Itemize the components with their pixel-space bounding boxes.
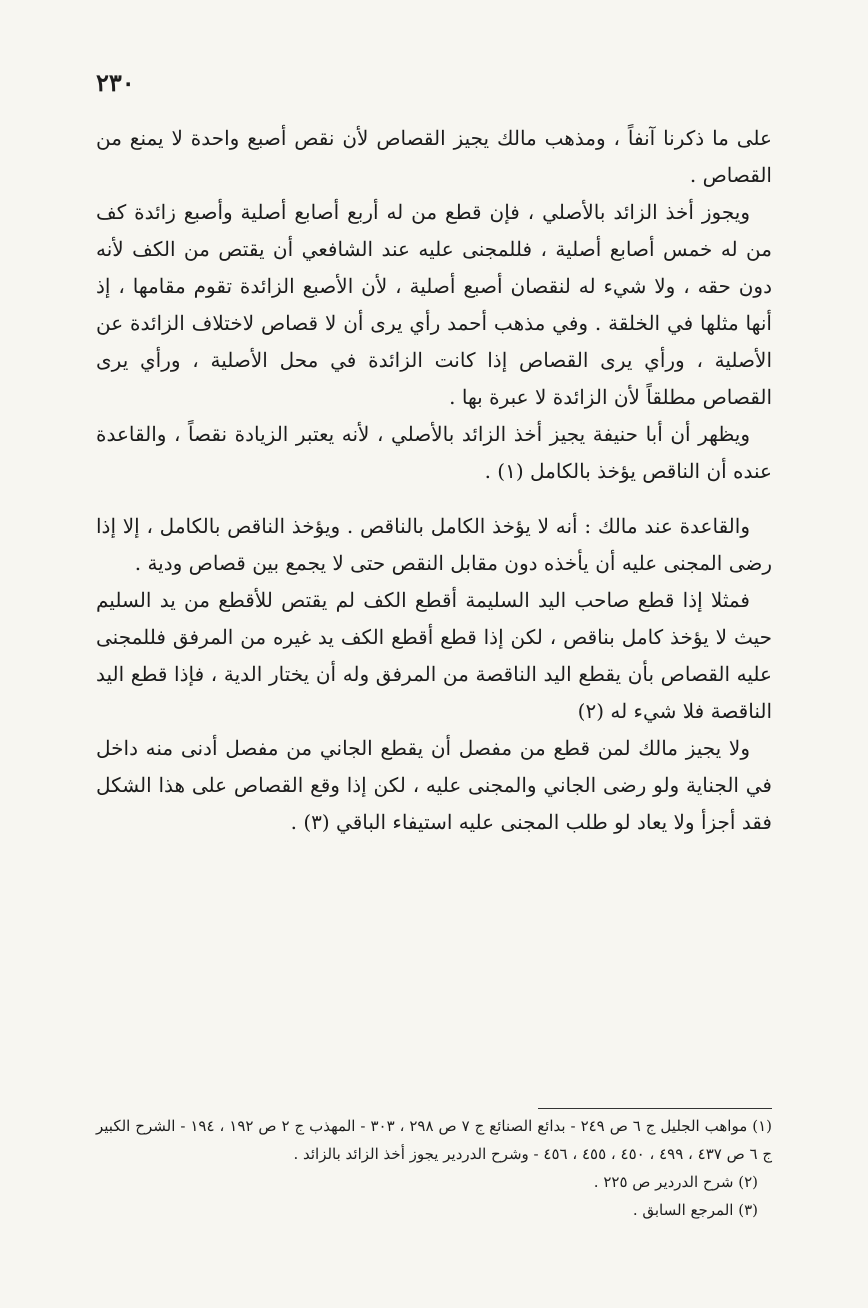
body-text: [96, 120, 772, 841]
page-number: ٢٣٠: [96, 68, 135, 97]
footnote-divider: [538, 1108, 772, 1109]
paragraph-1: على ما ذكرنا آنفاً ، ومذهب مالك يجيز القصاص لأن نقص أصبع واحدة لا يمنع من القصاص .: [96, 126, 772, 187]
paragraph-3: ويظهر أن أبا حنيفة يجيز أخذ الزائد بالأصلي ، لأنه يعتبر الزيادة نقصاً ، والقاعدة عنده أن الناقص يؤخذ بالكامل (١) .: [96, 422, 772, 483]
paragraph-2: ويجوز أخذ الزائد بالأصلي ، فإن قطع من له أربع أصابع أصلية وأصبع زائدة كف من له خمس أصابع أصلية ، فللمجنى عليه عند الشافعي أن يقتص من الكف لأنه دون حقه ، ولا شيء له لنقصان أصبع أصلية ، لأن الأصبع الزائدة تقوم مقامها ، إذ أنها مثلها في الخلقة . وفي مذهب أحمد رأي يرى أن لا قصاص لاختلاف الزائدة عن الأصلية ، ورأي يرى القصاص إذا كانت الزائدة في محل الأصلية ، ورأي يرى القصاص مطلقاً لأن الزائدة لا عبرة بها .: [96, 200, 772, 409]
footnote-2: (٢) شرح الدردير ص ٢٢٥ .: [593, 1173, 758, 1191]
footnote-3: (٣) المرجع السابق .: [632, 1201, 758, 1219]
paragraph-6: ولا يجيز مالك لمن قطع من مفصل أن يقطع الجاني من مفصل أدنى منه داخل في الجناية ولو رضى الجاني والمجنى عليه ، لكن إذا وقع القصاص على هذا الشكل فقد أجزأ ولا يعاد لو طلب المجنى عليه استيفاء الباقي (٣) .: [96, 736, 772, 834]
paragraph-4: والقاعدة عند مالك : أنه لا يؤخذ الكامل بالناقص . ويؤخذ الناقص بالكامل ، إلا إذا رضى المجنى عليه أن يأخذه دون مقابل النقص حتى لا يجمع بين قصاص ودية .: [96, 514, 772, 575]
paragraph-5: فمثلا إذا قطع صاحب اليد السليمة أقطع الكف لم يقتص للأقطع من يد السليم حيث لا يؤخذ كامل بناقص ، لكن إذا قطع أقطع الكف يد غيره من المرفق فللمجنى عليه القصاص بأن يقطع اليد الناقصة من المرفق وله أن يختار الدية ، فإذا قطع اليد الناقصة فلا شيء له (٢): [96, 588, 772, 723]
footnotes: [96, 1112, 772, 1224]
footnote-1: (١) مواهب الجليل ج ٦ ص ٢٤٩ - بدائع الصنائع ج ٧ ص ٢٩٨ ، ٣٠٣ - المهذب ج ٢ ص ١٩٢ ، ١٩٤ - الشرح الكبير ج ٦ ص ٤٣٧ ، ٤٩٩ ، ٤٥٠ ، ٤٥٥ ، ٤٥٦ - وشرح الدردير يجوز أخذ الزائد بالزائد .: [96, 1117, 772, 1163]
